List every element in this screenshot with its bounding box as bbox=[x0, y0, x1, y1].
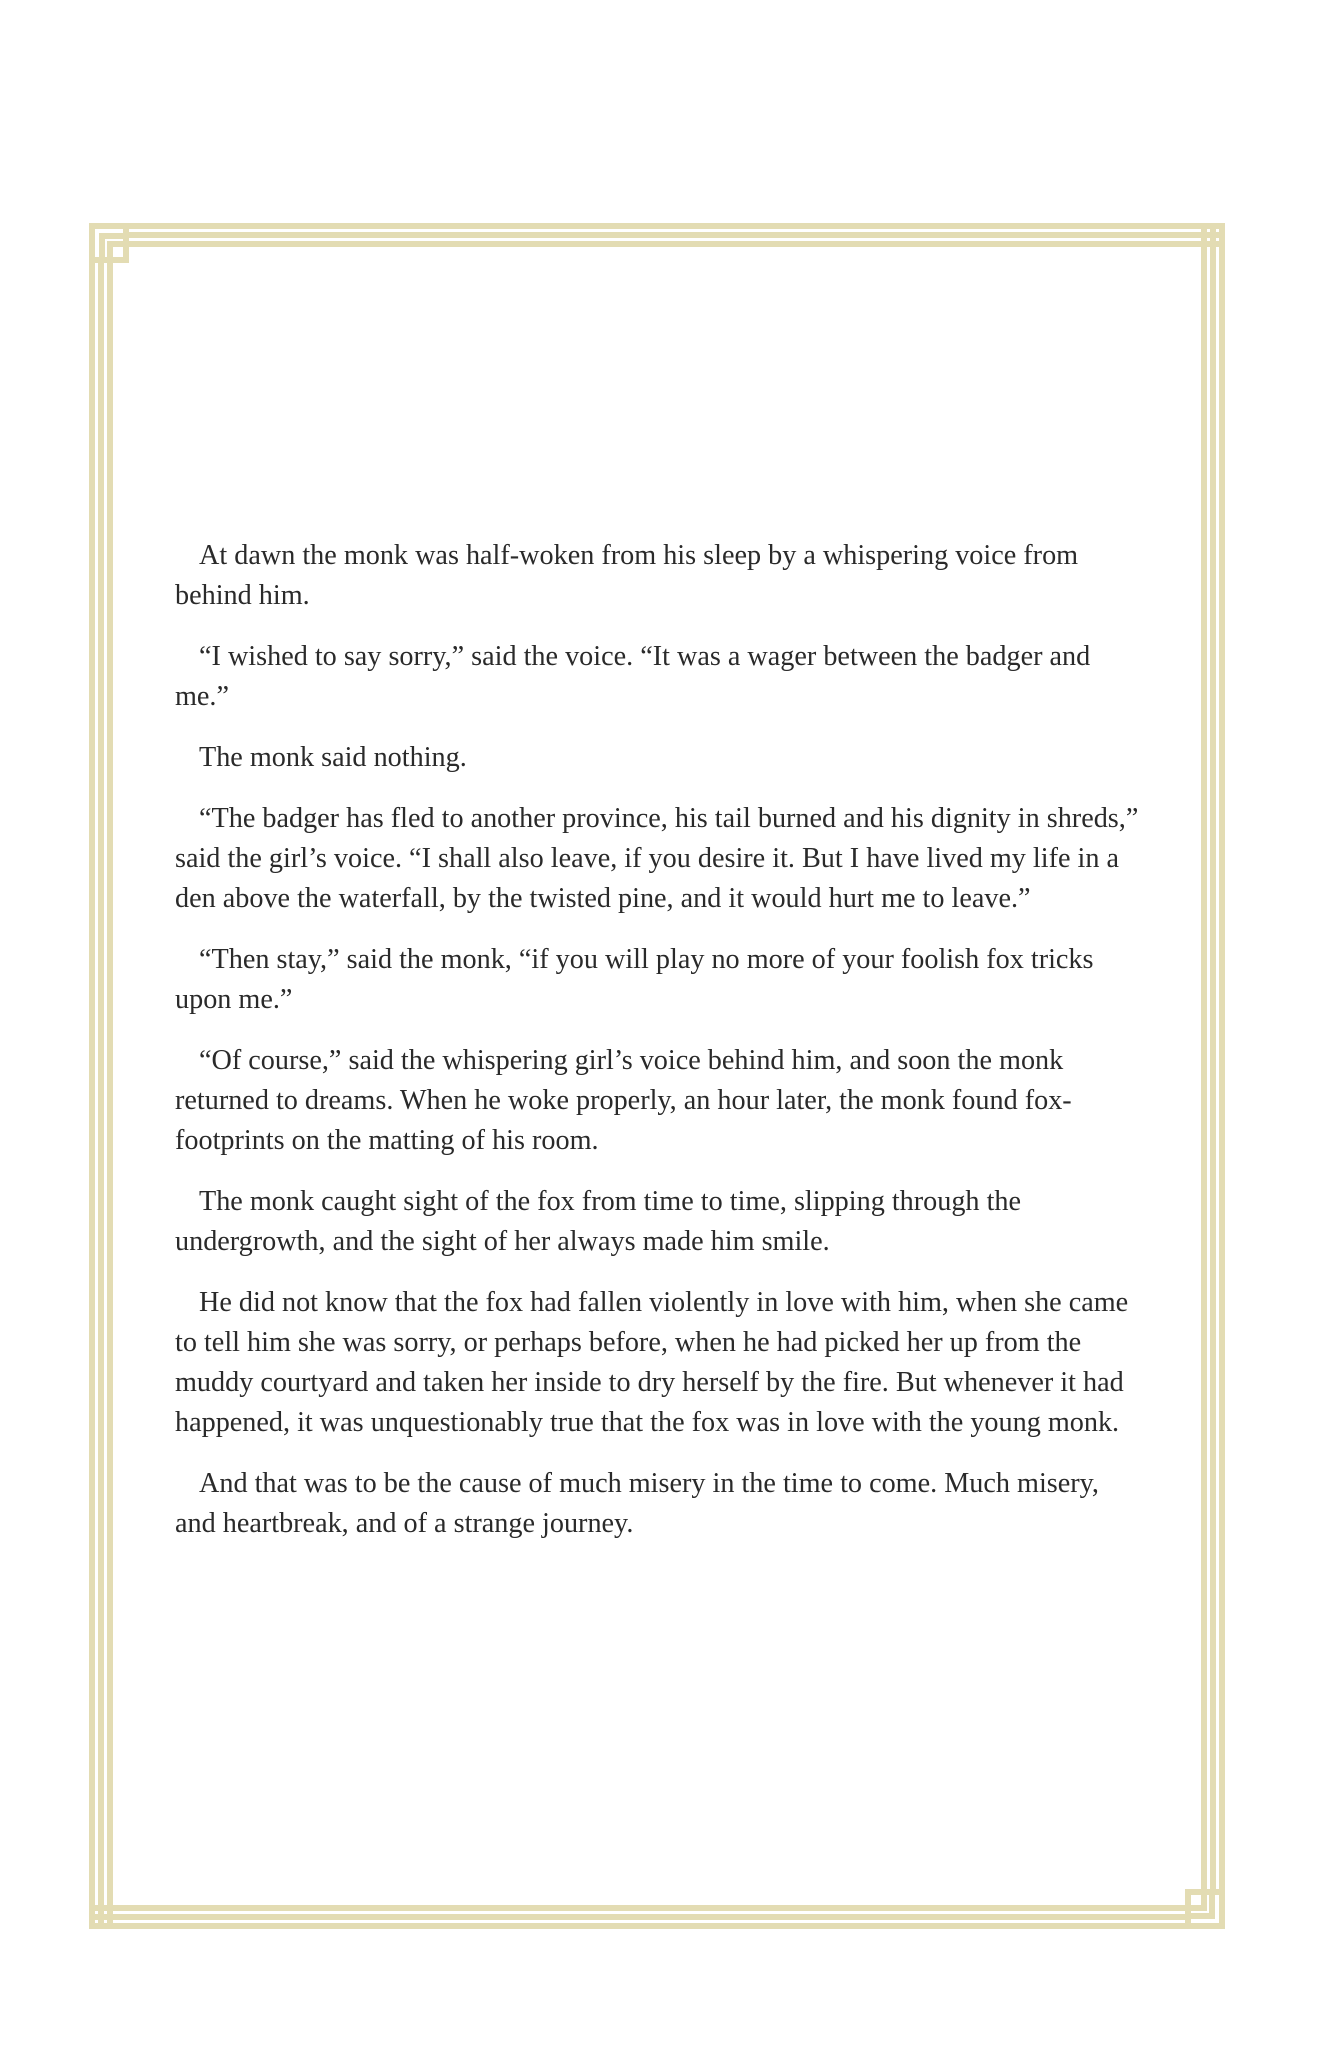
paragraph: And that was to be the cause of much misery in the time to come. Much misery, and heartbreak, and of a strange journey. bbox=[175, 1468, 1099, 1539]
paragraph: He did not know that the fox had fallen violently in love with him, when she came to tell him she was sorry, or perhaps before, when he had picked her up from the muddy courtyard and taken her inside to dry herself by the fire. But whenever it had happened, it was unquestionably true that the fox was in love with the young monk. bbox=[175, 1287, 1129, 1438]
paragraph: At dawn the monk was half-woken from his sleep by a whispering voice from behind him. bbox=[175, 540, 1079, 611]
paragraph: “I wished to say sorry,” said the voice. “It was a wager between the badger and me.” bbox=[175, 641, 1091, 712]
paragraph: The monk said nothing. bbox=[199, 742, 467, 773]
paragraph: “Then stay,” said the monk, “if you will play no more of your foolish fox tricks upon me.” bbox=[175, 944, 1094, 1015]
paragraph: “The badger has fled to another province, his tail burned and his dignity in shreds,” said the girl’s voice. “I shall also leave, if you desire it. But I have lived my life in a den above the waterfall, by the twisted pine, and it would hurt me to leave.” bbox=[175, 803, 1139, 914]
paragraph: The monk caught sight of the fox from time to time, slipping through the undergrowth, and the sight of her always made him smile. bbox=[175, 1186, 1022, 1257]
story-text bbox=[175, 536, 1140, 1565]
paragraph: “Of course,” said the whispering girl’s voice behind him, and soon the monk returned to dreams. When he woke properly, an hour later, the monk found fox-footprints on the matting of his room. bbox=[175, 1045, 1072, 1156]
